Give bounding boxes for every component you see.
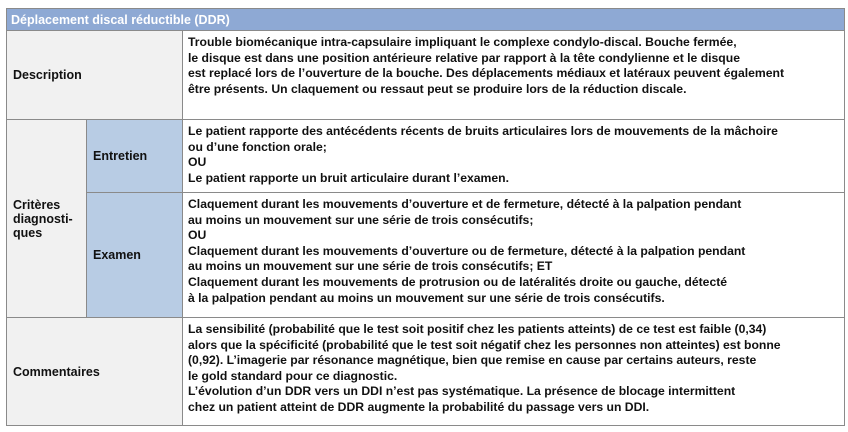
- commentaires-line: le gold standard pour ce diagnostic.: [188, 368, 398, 383]
- commentaires-label: Commentaires: [7, 318, 183, 426]
- entretien-line: Le patient rapporte un bruit articulaire durant l’examen.: [188, 170, 509, 185]
- commentaires-row: [7, 318, 845, 426]
- entretien-row: [7, 120, 845, 193]
- ddr-table: [6, 8, 845, 426]
- entretien-line: Le patient rapporte des antécédents récents de bruits articulaires lors de mouvements de la mâchoire: [188, 124, 778, 138]
- entretien-line: ou d’une fonction orale;: [188, 139, 327, 154]
- commentaires-line: alors que la spécificité (probabilité que le test soit négatif chez les personnes non atteintes) est bonne: [188, 337, 781, 352]
- entretien-label: Entretien: [87, 120, 183, 193]
- examen-line: Claquement durant les mouvements d’ouverture et de fermeture, détecté à la palpation pendant: [188, 197, 742, 211]
- description-label: Description: [7, 31, 183, 120]
- criteres-label-line: ques: [13, 225, 43, 240]
- table-title: Déplacement discal réductible (DDR): [7, 9, 845, 31]
- entretien-line: OU: [188, 155, 207, 170]
- examen-line: Claquement durant les mouvements d’ouverture ou de fermeture, détecté à la palpation pendant: [188, 243, 746, 258]
- commentaires-line: La sensibilité (probabilité que le test soit positif chez les patients atteints) de ce test est faible (0,34): [188, 322, 767, 336]
- commentaires-line: chez un patient atteint de DDR augmente la probabilité du passage vers un DDI.: [188, 399, 650, 414]
- criteres-label-line: diagnosti-: [13, 211, 73, 226]
- description-line: Trouble biomécanique intra-capsulaire impliquant le complexe condylo-discal. Bouche fermée,: [188, 35, 737, 49]
- description-line: est replacé lors de l’ouverture de la bouche. Des déplacements médiaux et latéraux peuvent également: [188, 66, 785, 81]
- criteres-label-line: Critères: [13, 197, 61, 212]
- examen-row: [7, 193, 845, 318]
- examen-line: au moins un mouvement sur une série de trois consécutifs; ET: [188, 259, 553, 274]
- examen-line: au moins un mouvement sur une série de trois consécutifs;: [188, 212, 534, 227]
- description-text: [183, 31, 845, 120]
- examen-text: [183, 193, 845, 318]
- commentaires-line: L’évolution d’un DDR vers un DDI n’est pas systématique. La présence de blocage intermittent: [188, 384, 736, 399]
- description-line: être présents. Un claquement ou ressaut peut se produire lors de la réduction discale.: [188, 81, 687, 96]
- examen-label: Examen: [87, 193, 183, 318]
- description-row: [7, 31, 845, 120]
- criteres-label: [7, 120, 87, 318]
- commentaires-line: (0,92). L’imagerie par résonance magnétique, bien que remise en cause par certains auteurs, reste: [188, 353, 757, 368]
- examen-line: OU: [188, 228, 207, 243]
- commentaires-text: [183, 318, 845, 426]
- table-title-row: [7, 9, 845, 31]
- examen-line: Claquement durant les mouvements de protrusion ou de latéralités droite ou gauche, détecté: [188, 274, 728, 289]
- entretien-text: [183, 120, 845, 193]
- description-line: le disque est dans une position antérieure relative par rapport à la tête condylienne et le disque: [188, 50, 740, 65]
- ddr-table-container: [6, 8, 844, 426]
- examen-line: à la palpation pendant au moins un mouvement sur une série de trois consécutifs.: [188, 290, 665, 305]
